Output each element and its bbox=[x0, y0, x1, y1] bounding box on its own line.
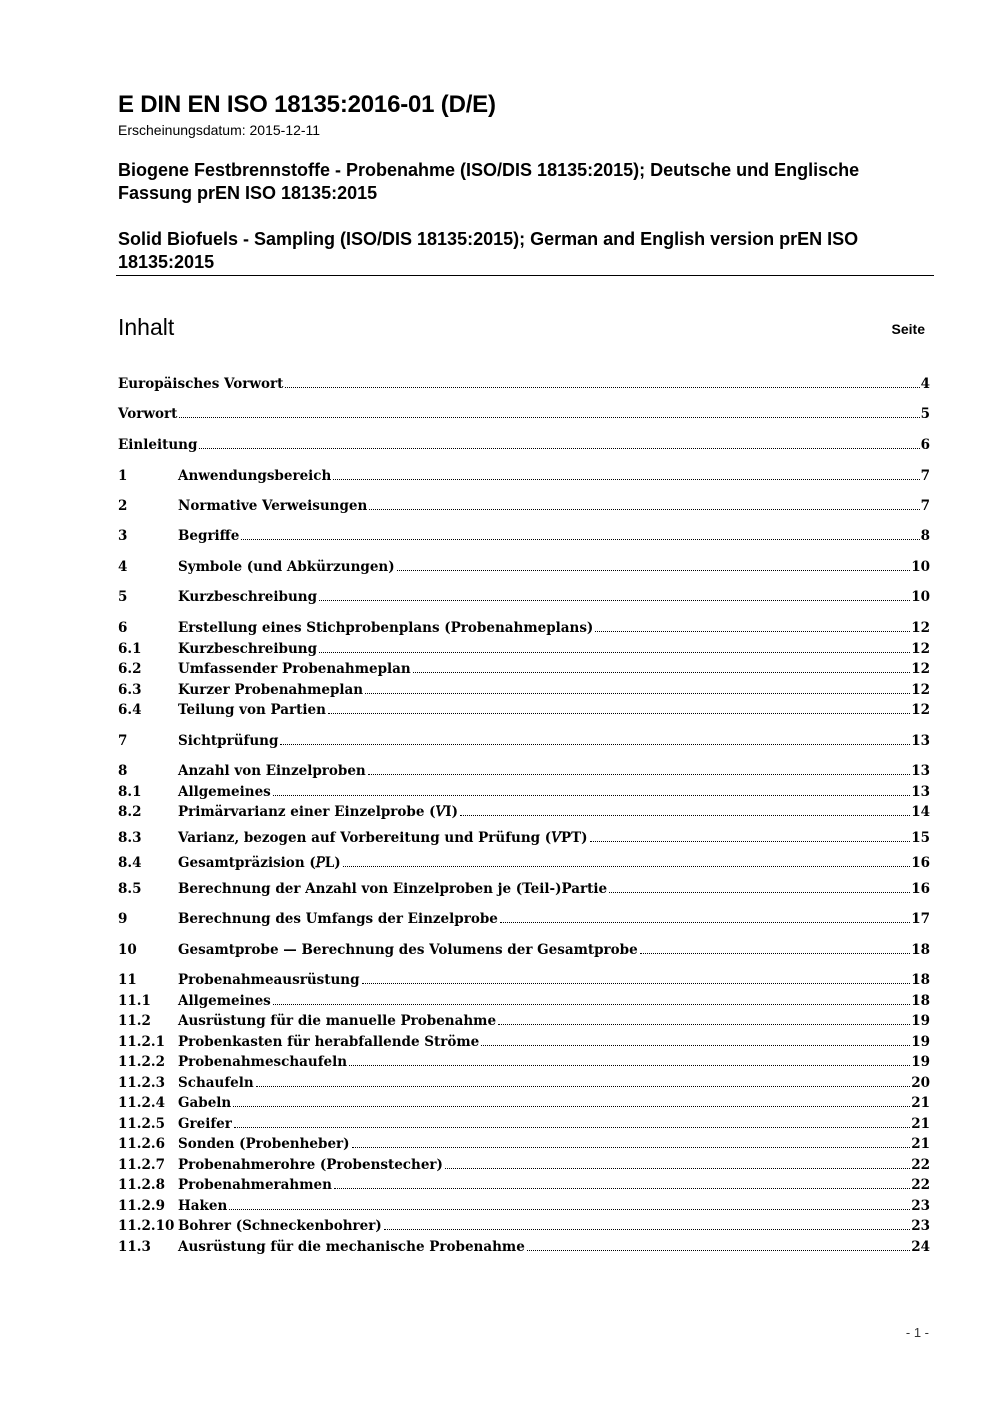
page-number: - 1 - bbox=[905, 1325, 929, 1340]
toc-entry-title: Probenkasten für herabfallende Ströme bbox=[178, 1034, 480, 1050]
toc-entry-page: 13 bbox=[911, 763, 930, 779]
toc-entry-number: 4 bbox=[118, 559, 128, 575]
toc-entry[interactable] bbox=[118, 938, 930, 958]
toc-entry-title: Gesamtprobe — Berechnung des Volumens der Gesamtprobe bbox=[178, 942, 638, 958]
toc-entry[interactable] bbox=[118, 1132, 930, 1152]
toc-dot-leader bbox=[256, 1085, 911, 1087]
toc-dot-leader bbox=[368, 773, 910, 775]
title-german: Biogene Festbrennstoffe - Probenahme (ISO/DIS 18135:2015); Deutsche und Englische Fassung prEN ISO 18135:2015 bbox=[118, 160, 860, 203]
toc-dot-leader bbox=[590, 840, 911, 842]
toc-entry-page: 12 bbox=[911, 620, 930, 636]
toc-entry-title: Probenahmerohre (Probenstecher) bbox=[178, 1157, 443, 1173]
toc-entry-title: Berechnung der Anzahl von Einzelproben je (Teil-)Partie bbox=[178, 881, 608, 897]
toc-entry-number: 6.1 bbox=[118, 641, 142, 657]
toc-entry-number: 11.2.2 bbox=[118, 1054, 165, 1070]
toc-entry[interactable] bbox=[118, 555, 930, 575]
toc-entry[interactable] bbox=[118, 1030, 930, 1050]
toc-entry[interactable] bbox=[118, 729, 930, 749]
toc-entry-number: 11.2.6 bbox=[118, 1136, 165, 1152]
toc-dot-leader bbox=[349, 1064, 910, 1066]
toc-entry-page: 13 bbox=[911, 784, 930, 800]
toc-entry-title: Probenahmerahmen bbox=[178, 1177, 332, 1193]
toc-entry-page: 23 bbox=[911, 1198, 930, 1214]
toc-entry-number: 11.2 bbox=[118, 1013, 151, 1029]
toc-entry-number: 6 bbox=[118, 620, 128, 636]
toc-entry-number: 8 bbox=[118, 763, 128, 779]
toc-entry-title: Greifer bbox=[178, 1116, 232, 1132]
document-standard-number: E DIN EN ISO 18135:2016-01 (D/E) bbox=[118, 91, 496, 118]
publication-date: Erscheinungsdatum: 2015-12-11 bbox=[118, 122, 321, 138]
toc-entry-page: 21 bbox=[911, 1116, 930, 1132]
toc-dot-leader bbox=[343, 865, 911, 867]
toc-dot-leader bbox=[500, 921, 910, 923]
toc-dot-leader bbox=[640, 952, 910, 954]
toc-heading: Inhalt bbox=[118, 314, 175, 340]
toc-entry-title: Sonden (Probenheber) bbox=[178, 1136, 350, 1152]
toc-entry-title: Ausrüstung für die manuelle Probenahme bbox=[178, 1013, 497, 1029]
toc-entry-number: 6.2 bbox=[118, 661, 142, 677]
toc-entry-number: 1 bbox=[118, 468, 128, 484]
toc-dot-leader bbox=[241, 538, 919, 540]
toc-entry-page: 17 bbox=[911, 911, 930, 927]
toc-entry[interactable] bbox=[118, 968, 930, 988]
toc-dot-leader bbox=[333, 478, 919, 480]
toc-entry-number: 11.2.10 bbox=[118, 1218, 175, 1234]
toc-entry[interactable] bbox=[118, 433, 930, 453]
toc-dot-leader bbox=[595, 630, 910, 632]
toc-entry-page: 21 bbox=[911, 1136, 930, 1152]
toc-dot-leader bbox=[352, 1146, 911, 1148]
toc-entry-number: 2 bbox=[118, 498, 128, 514]
toc-dot-leader bbox=[319, 599, 910, 601]
toc-entry-page: 12 bbox=[911, 682, 930, 698]
toc-entry-title: Schaufeln bbox=[178, 1075, 254, 1091]
toc-entry[interactable] bbox=[118, 780, 930, 800]
toc-entry-title: Europäisches Vorwort bbox=[118, 376, 284, 392]
toc-entry-number: 11.2.7 bbox=[118, 1157, 165, 1173]
toc-entry-page: 7 bbox=[920, 498, 930, 514]
toc-entry-number: 6.4 bbox=[118, 702, 142, 718]
title-english: Solid Biofuels - Sampling (ISO/DIS 18135:2015); German and English version prEN ISO 18135:2015 bbox=[118, 229, 859, 272]
toc-dot-leader bbox=[445, 1167, 910, 1169]
toc-dot-leader bbox=[229, 1208, 910, 1210]
toc-entry-number: 8.5 bbox=[118, 881, 142, 897]
toc-entry[interactable] bbox=[118, 1071, 930, 1091]
toc-entry-number: 3 bbox=[118, 528, 128, 544]
toc-entry-number: 9 bbox=[118, 911, 128, 927]
toc-dot-leader bbox=[609, 891, 910, 893]
toc-entry[interactable] bbox=[118, 657, 930, 677]
toc-entry-page: 22 bbox=[911, 1157, 930, 1173]
toc-entry-number: 8.1 bbox=[118, 784, 142, 800]
toc-entry-title: Vorwort bbox=[118, 406, 178, 422]
toc-entry-title: Anzahl von Einzelproben bbox=[178, 763, 366, 779]
toc-entry[interactable] bbox=[118, 1173, 930, 1193]
toc-entry[interactable] bbox=[118, 698, 930, 718]
toc-dot-leader bbox=[280, 743, 910, 745]
toc-dot-leader bbox=[328, 712, 910, 714]
toc-entry-page: 18 bbox=[911, 993, 930, 1009]
toc-entry-page: 19 bbox=[911, 1034, 930, 1050]
toc-entry-page: 23 bbox=[911, 1218, 930, 1234]
toc-entry-page: 21 bbox=[911, 1095, 930, 1111]
toc-entry[interactable] bbox=[118, 1091, 930, 1111]
toc-entry-page: 22 bbox=[911, 1177, 930, 1193]
toc-dot-leader bbox=[481, 1044, 910, 1046]
toc-entry-number: 11.2.4 bbox=[118, 1095, 165, 1111]
toc-entry[interactable] bbox=[118, 402, 930, 422]
toc-entry-title: Allgemeines bbox=[178, 784, 271, 800]
toc-entry-title: Primärvarianz einer Einzelprobe (𝑉I) bbox=[178, 804, 458, 820]
toc-entry-page: 6 bbox=[920, 437, 930, 453]
toc-entry-title: Probenahmeschaufeln bbox=[178, 1054, 348, 1070]
toc-entry[interactable] bbox=[118, 1112, 930, 1132]
toc-entry-page: 4 bbox=[920, 376, 930, 392]
toc-dot-leader bbox=[397, 569, 911, 571]
toc-dot-leader bbox=[362, 982, 911, 984]
toc-entry-title: Bohrer (Schneckenbohrer) bbox=[178, 1218, 382, 1234]
toc-entry[interactable] bbox=[118, 1153, 930, 1173]
toc-entry-title: Anwendungsbereich bbox=[178, 468, 332, 484]
toc-entry[interactable] bbox=[118, 464, 930, 484]
toc-entry[interactable] bbox=[118, 800, 930, 820]
toc-dot-leader bbox=[285, 386, 919, 388]
toc-dot-leader bbox=[319, 651, 910, 653]
toc-entry-title: Allgemeines bbox=[178, 993, 271, 1009]
toc-entry-title: Gesamtpräzision (𝑃L) bbox=[178, 855, 341, 871]
toc-entry-title: Umfassender Probenahmeplan bbox=[178, 661, 411, 677]
toc-entry[interactable] bbox=[118, 759, 930, 779]
toc-dot-leader bbox=[413, 671, 910, 673]
toc-entry[interactable] bbox=[118, 1235, 930, 1255]
toc-entry-title: Kurzbeschreibung bbox=[178, 641, 318, 657]
toc-entry-page: 13 bbox=[911, 733, 930, 749]
toc-entry-page: 14 bbox=[911, 804, 930, 820]
toc-dot-leader bbox=[498, 1023, 910, 1025]
toc-entry-title: Probenahmeausrüstung bbox=[178, 972, 360, 988]
toc-entry-number: 11.2.3 bbox=[118, 1075, 165, 1091]
toc-entry-page: 19 bbox=[911, 1013, 930, 1029]
toc-entry[interactable] bbox=[118, 877, 930, 897]
toc-dot-leader bbox=[234, 1126, 910, 1128]
toc-entry[interactable] bbox=[118, 1009, 930, 1029]
toc-entry-page: 10 bbox=[911, 559, 930, 575]
toc-entry-page: 20 bbox=[911, 1075, 930, 1091]
toc-entry-page: 8 bbox=[920, 528, 930, 544]
toc-entry-page: 19 bbox=[911, 1054, 930, 1070]
toc-entry-title: Berechnung des Umfangs der Einzelprobe bbox=[178, 911, 498, 927]
toc-entry[interactable] bbox=[118, 372, 930, 392]
toc-dot-leader bbox=[334, 1187, 910, 1189]
toc-entry-page: 12 bbox=[911, 641, 930, 657]
toc-entry[interactable] bbox=[118, 494, 930, 514]
toc-entry-title: Normative Verweisungen bbox=[178, 498, 368, 514]
toc-entry[interactable] bbox=[118, 1194, 930, 1214]
toc-entry-number: 7 bbox=[118, 733, 128, 749]
toc-entry-title: Teilung von Partien bbox=[178, 702, 326, 718]
toc-dot-leader bbox=[384, 1228, 910, 1230]
toc-entry[interactable] bbox=[118, 1050, 930, 1070]
toc-entry-page: 18 bbox=[911, 972, 930, 988]
toc-entry-title: Kurzer Probenahmeplan bbox=[178, 682, 364, 698]
toc-dot-leader bbox=[369, 508, 919, 510]
toc-entry[interactable] bbox=[118, 851, 930, 871]
toc-entry-number: 8.4 bbox=[118, 855, 142, 871]
toc-entry[interactable] bbox=[118, 637, 930, 657]
toc-dot-leader bbox=[527, 1249, 910, 1251]
toc-entry-title: Symbole (und Abkürzungen) bbox=[178, 559, 395, 575]
toc-entry-number: 8.2 bbox=[118, 804, 142, 820]
toc-entry-title: Einleitung bbox=[118, 437, 198, 453]
toc-entry-title: Sichtprüfung bbox=[178, 733, 279, 749]
toc-entry[interactable] bbox=[118, 826, 930, 846]
toc-entry[interactable] bbox=[118, 907, 930, 927]
toc-entry-title: Gabeln bbox=[178, 1095, 232, 1111]
toc-entry-number: 11.2.1 bbox=[118, 1034, 165, 1050]
toc-entry-number: 5 bbox=[118, 589, 128, 605]
toc-entry[interactable] bbox=[118, 678, 930, 698]
header-divider bbox=[116, 275, 934, 276]
toc-entry-page: 16 bbox=[911, 855, 930, 871]
toc-entry-title: Varianz, bezogen auf Vorbereitung und Prüfung (𝑉PT) bbox=[178, 830, 588, 846]
toc-dot-leader bbox=[179, 416, 919, 418]
toc-entry-number: 11.2.5 bbox=[118, 1116, 165, 1132]
toc-dot-leader bbox=[273, 794, 910, 796]
toc-entry-title: Erstellung eines Stichprobenplans (Probenahmeplans) bbox=[178, 620, 594, 636]
toc-entry-page: 16 bbox=[911, 881, 930, 897]
toc-entry-page: 7 bbox=[920, 468, 930, 484]
toc-entry[interactable] bbox=[118, 524, 930, 544]
toc-entry-title: Begriffe bbox=[178, 528, 240, 544]
toc-entry-number: 6.3 bbox=[118, 682, 142, 698]
toc-entry-page: 18 bbox=[911, 942, 930, 958]
toc-dot-leader bbox=[273, 1003, 910, 1005]
toc-dot-leader bbox=[365, 692, 910, 694]
toc-entry-number: 10 bbox=[118, 942, 137, 958]
toc-entry[interactable] bbox=[118, 616, 930, 636]
toc-entry[interactable] bbox=[118, 1214, 930, 1234]
toc-entry-number: 11.2.9 bbox=[118, 1198, 165, 1214]
toc-entry-title: Haken bbox=[178, 1198, 228, 1214]
toc-entry-number: 11.3 bbox=[118, 1239, 151, 1255]
toc-entry-number: 11.1 bbox=[118, 993, 151, 1009]
toc-entry-page: 12 bbox=[911, 702, 930, 718]
toc-dot-leader bbox=[233, 1105, 910, 1107]
toc-entry-title: Kurzbeschreibung bbox=[178, 589, 318, 605]
toc-entry[interactable] bbox=[118, 989, 930, 1009]
toc-entry[interactable] bbox=[118, 585, 930, 605]
toc-entry-number: 11.2.8 bbox=[118, 1177, 165, 1193]
toc-dot-leader bbox=[199, 447, 919, 449]
toc-entry-page: 12 bbox=[911, 661, 930, 677]
toc-page-label: Seite bbox=[891, 321, 925, 337]
toc-entry-page: 24 bbox=[911, 1239, 930, 1255]
toc-entry-page: 15 bbox=[911, 830, 930, 846]
toc-entry-page: 10 bbox=[911, 589, 930, 605]
toc-entry-number: 11 bbox=[118, 972, 137, 988]
toc-dot-leader bbox=[460, 814, 910, 816]
toc-entry-title: Ausrüstung für die mechanische Probenahme bbox=[178, 1239, 525, 1255]
toc-entry-number: 8.3 bbox=[118, 830, 142, 846]
toc-entry-page: 5 bbox=[920, 406, 930, 422]
